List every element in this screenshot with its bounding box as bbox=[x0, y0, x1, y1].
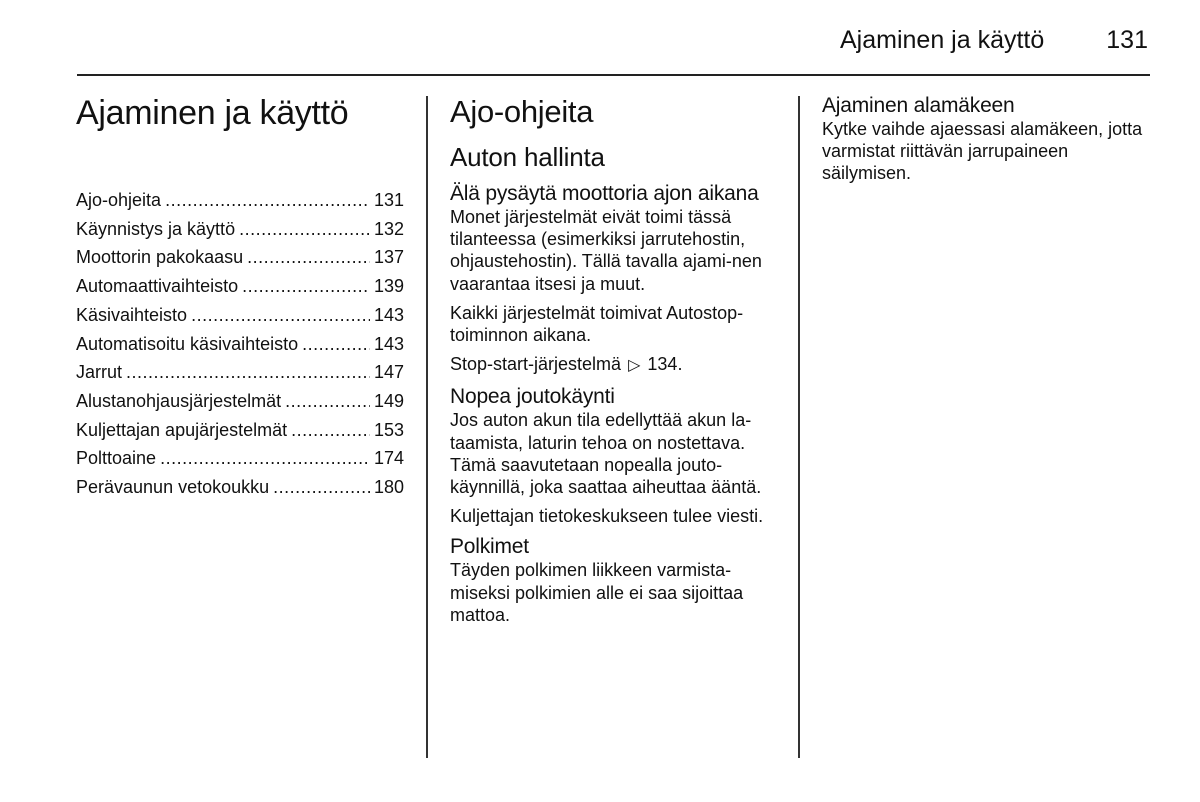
header-rule bbox=[77, 74, 1150, 76]
toc-entry-page: 147 bbox=[373, 362, 404, 383]
toc-leader-dots bbox=[239, 215, 370, 244]
block-title-fast-idle: Nopea joutokäynti bbox=[450, 385, 615, 409]
toc-entry-label: Automatisoitu käsivaihteisto bbox=[76, 333, 299, 354]
toc-entry-page: 137 bbox=[373, 247, 404, 268]
running-header bbox=[840, 26, 1148, 55]
toc-entry-page: 180 bbox=[373, 477, 404, 498]
toc-entry-label: Perävaunun vetokoukku bbox=[76, 477, 270, 498]
toc-entry[interactable] bbox=[76, 358, 404, 387]
toc-entry[interactable] bbox=[76, 444, 404, 473]
toc-entry-label: Kuljettajan apujärjestelmät bbox=[76, 419, 288, 440]
content-column-3 bbox=[822, 92, 1152, 192]
toc-entry[interactable] bbox=[76, 416, 404, 445]
toc-leader-dots bbox=[126, 358, 370, 387]
column-divider-2 bbox=[798, 96, 800, 758]
toc-entry-page: 153 bbox=[373, 419, 404, 440]
toc-entry-label: Käynnistys ja käyttö bbox=[76, 218, 236, 239]
toc-entry-page: 149 bbox=[373, 390, 404, 411]
table-of-contents bbox=[76, 186, 404, 502]
paragraph: Kytke vaihde ajaessasi alamäkeen, jotta varmistat riittävän jarrupaineen säilymisen. bbox=[822, 119, 1143, 184]
toc-leader-dots bbox=[302, 330, 370, 359]
chapter-title: Ajaminen ja käyttö bbox=[76, 94, 349, 132]
page-number: 131 bbox=[1106, 26, 1148, 54]
toc-entry-page: 174 bbox=[373, 448, 404, 469]
cross-reference[interactable] bbox=[450, 353, 780, 377]
toc-entry[interactable] bbox=[76, 186, 404, 215]
toc-leader-dots bbox=[273, 473, 370, 502]
toc-entry-label: Käsivaihteisto bbox=[76, 304, 188, 325]
toc-entry-label: Moottorin pakokaasu bbox=[76, 247, 244, 268]
section-title: Ajo-ohjeita bbox=[450, 94, 594, 129]
toc-entry[interactable] bbox=[76, 473, 404, 502]
toc-entry[interactable] bbox=[76, 387, 404, 416]
header-title: Ajaminen ja käyttö bbox=[840, 26, 1045, 54]
block-title-pedals: Polkimet bbox=[450, 535, 529, 559]
paragraph: Täyden polkimen liikkeen varmista-miseksi polkimien alle ei saa sijoittaa mattoa. bbox=[450, 560, 744, 625]
toc-entry[interactable] bbox=[76, 243, 404, 272]
toc-entry-page: 143 bbox=[373, 304, 404, 325]
toc-leader-dots bbox=[191, 301, 370, 330]
column-divider-1 bbox=[426, 96, 428, 758]
toc-entry[interactable] bbox=[76, 272, 404, 301]
toc-entry-label: Ajo-ohjeita bbox=[76, 190, 162, 210]
paragraph: Monet järjestelmät eivät toimi tässä tilanteessa (esimerkiksi jarrutehostin, ohjaustehostin). Tällä tavalla ajami-nen vaarantaa itsesi ja muut. bbox=[450, 207, 762, 294]
toc-entry[interactable] bbox=[76, 330, 404, 359]
toc-entry-page: 131 bbox=[373, 190, 404, 210]
toc-entry[interactable] bbox=[76, 301, 404, 330]
toc-entry-label: Polttoaine bbox=[76, 448, 157, 469]
toc-column bbox=[76, 92, 404, 518]
toc-leader-dots bbox=[291, 416, 370, 445]
toc-entry[interactable] bbox=[76, 215, 404, 244]
cross-reference-page: 134. bbox=[647, 354, 683, 375]
toc-leader-dots bbox=[160, 444, 370, 473]
arrow-reference-icon: ▷ bbox=[628, 357, 641, 375]
block-title-downhill: Ajaminen alamäkeen bbox=[822, 94, 1015, 117]
toc-entry-page: 143 bbox=[373, 333, 404, 354]
paragraph: Kaikki järjestelmät toimivat Autostop-toiminnon aikana. bbox=[450, 302, 744, 346]
content-column-2 bbox=[450, 92, 780, 633]
toc-entry-page: 139 bbox=[373, 276, 404, 297]
toc-entry-label: Jarrut bbox=[76, 362, 123, 383]
toc-leader-dots bbox=[247, 243, 370, 272]
toc-leader-dots bbox=[285, 387, 370, 416]
toc-entry-label: Automaattivaihteisto bbox=[76, 276, 239, 297]
toc-leader-dots bbox=[165, 186, 370, 215]
toc-entry-label: Alustanohjausjärjestelmät bbox=[76, 390, 282, 411]
paragraph: Kuljettajan tietokeskukseen tulee viesti. bbox=[450, 506, 764, 527]
toc-leader-dots bbox=[242, 272, 370, 301]
subsection-title: Auton hallinta bbox=[450, 142, 605, 172]
block-title-engine-stop: Älä pysäytä moottoria ajon aikana bbox=[450, 182, 759, 205]
cross-reference-text: Stop-start-järjestelmä bbox=[450, 354, 622, 375]
paragraph: Jos auton akun tila edellyttää akun la-taamista, laturin tehoa on nostettava. Tämä saavutetaan nopealla jouto-käynnillä, joka saattaa aiheuttaa ääntä. bbox=[450, 410, 762, 498]
toc-entry-page: 132 bbox=[373, 218, 404, 239]
